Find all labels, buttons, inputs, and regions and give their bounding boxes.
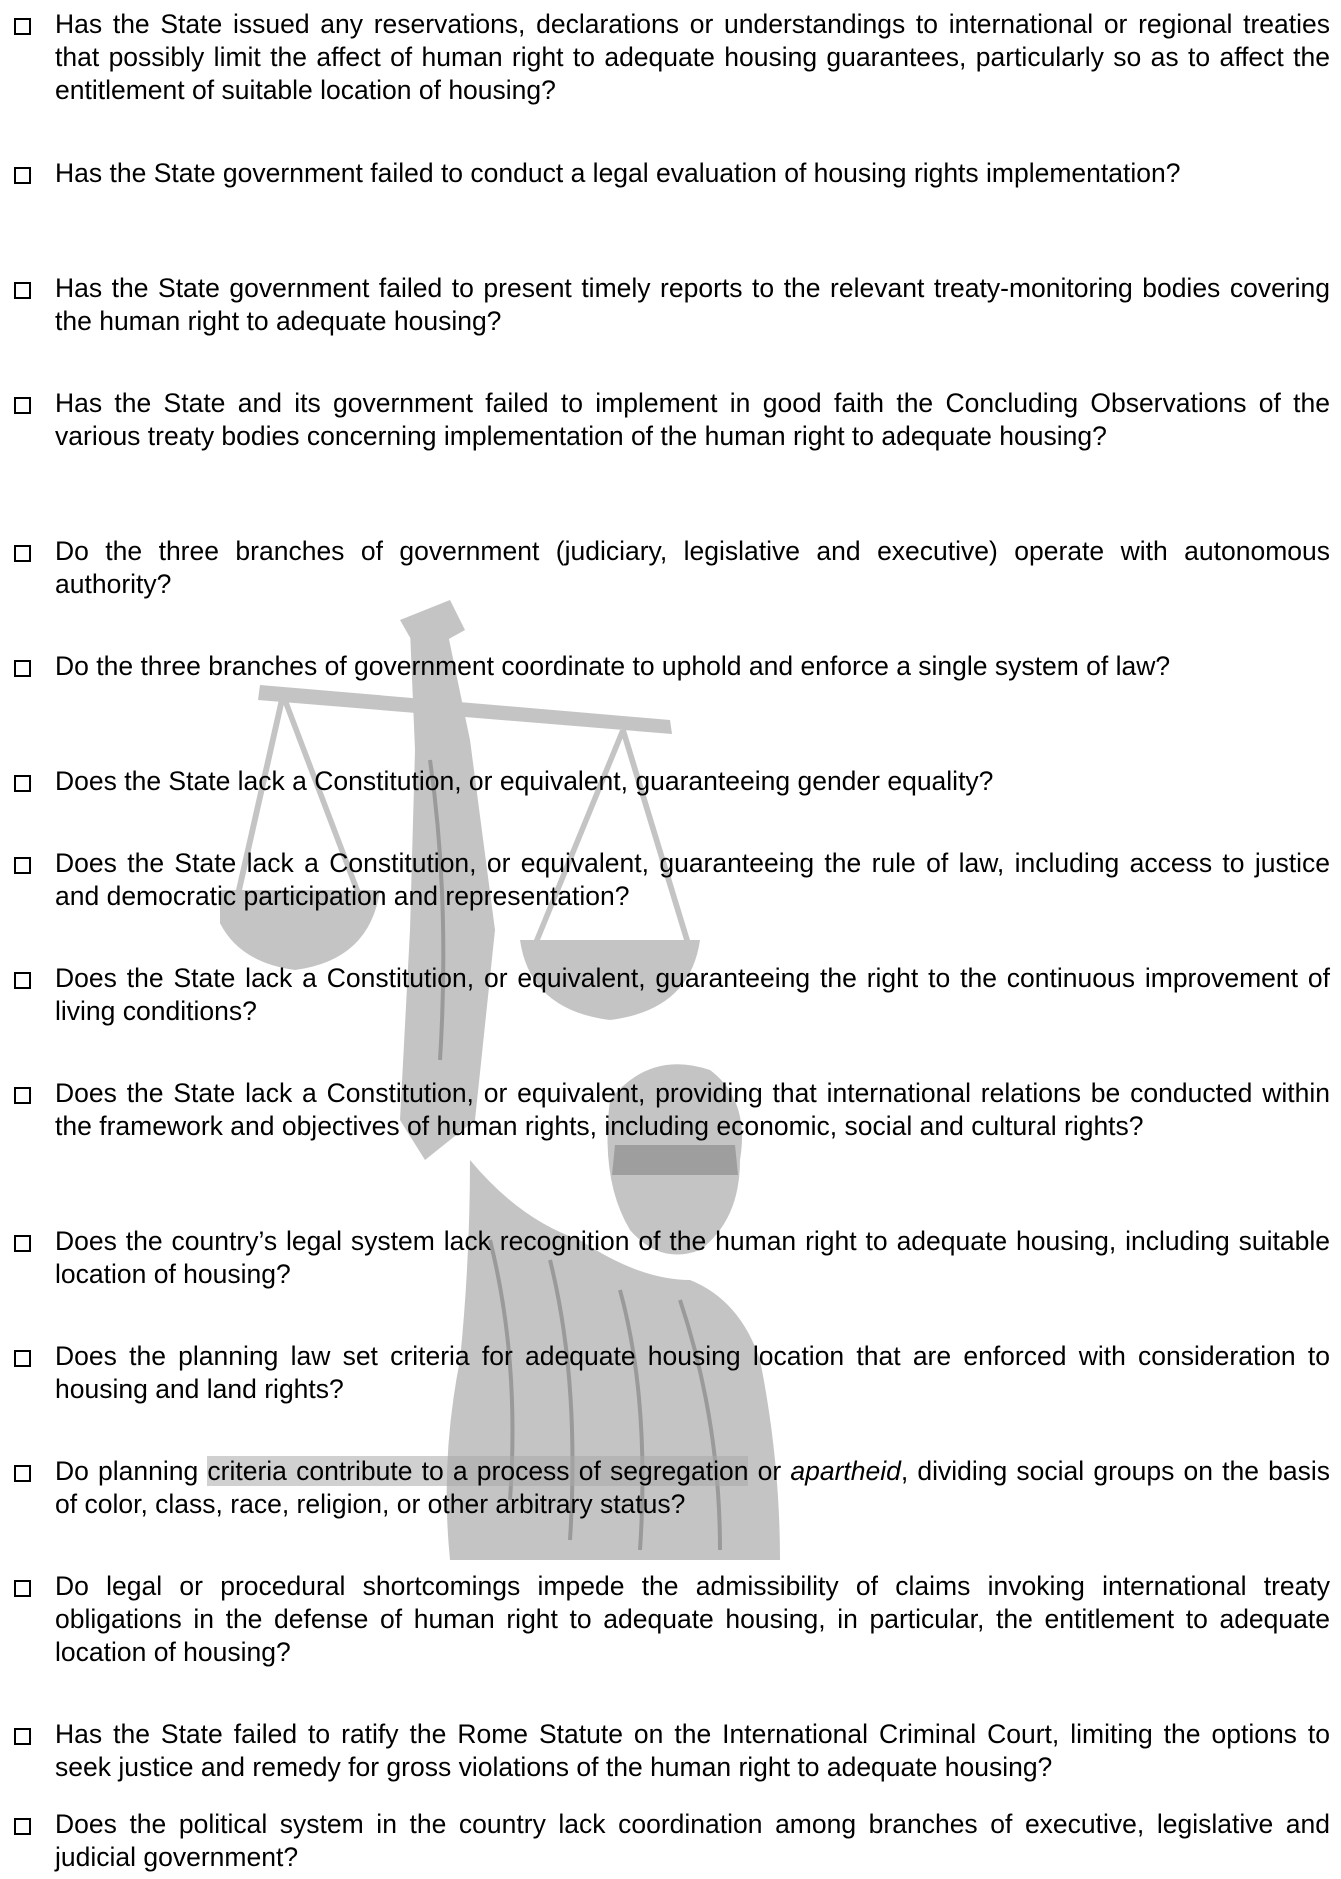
item-text: Do the three branches of government (judiciary, legislative and executive) operate with autonomous authority?	[55, 536, 1330, 599]
item-text	[55, 1455, 1330, 1521]
item-text-part: or	[748, 1456, 791, 1486]
list-item	[14, 535, 1330, 601]
item-text: Has the State issued any reservations, declarations or understandings to international or regional treaties that possibly limit the affect of human right to adequate housing guarantees, particularly so as to affect the entitlement of suitable location of housing?	[55, 9, 1330, 105]
list-item	[14, 8, 1330, 107]
item-text: Do legal or procedural shortcomings impede the admissibility of claims invoking international treaty obligations in the defense of human right to adequate housing, in particular, the entitlement to adequate location of housing?	[55, 1571, 1330, 1667]
list-item	[14, 1455, 1330, 1521]
checkbox[interactable]	[14, 660, 31, 677]
checkbox[interactable]	[14, 1818, 31, 1835]
item-text: Does the State lack a Constitution, or equivalent, guaranteeing gender equality?	[55, 766, 994, 796]
list-item	[14, 1077, 1330, 1143]
item-text: Does the country’s legal system lack recognition of the human right to adequate housing, including suitable location of housing?	[55, 1226, 1330, 1289]
item-text: Has the State and its government failed to implement in good faith the Concluding Observations of the various treaty bodies concerning implementation of the human right to adequate housing?	[55, 388, 1330, 451]
checkbox[interactable]	[14, 545, 31, 562]
item-text: Does the planning law set criteria for adequate housing location that are enforced with consideration to housing and land rights?	[55, 1341, 1330, 1404]
highlighted-text: criteria contribute to a process of segregation	[207, 1456, 749, 1486]
item-text: Does the State lack a Constitution, or equivalent, guaranteeing the right to the continuous improvement of living conditions?	[55, 963, 1330, 1026]
list-item	[14, 765, 1330, 798]
checkbox[interactable]	[14, 972, 31, 989]
list-item	[14, 157, 1330, 190]
emphasized-text: apartheid	[790, 1456, 901, 1486]
item-text: Has the State government failed to present timely reports to the relevant treaty-monitoring bodies covering the human right to adequate housing?	[55, 273, 1330, 336]
list-item	[14, 1225, 1330, 1291]
list-item	[14, 650, 1330, 683]
item-text-part: Do planning	[55, 1456, 208, 1486]
list-item	[14, 847, 1330, 913]
checkbox[interactable]	[14, 1350, 31, 1367]
item-text: Does the political system in the country lack coordination among branches of executive, legislative and judicial government?	[55, 1809, 1330, 1872]
checkbox[interactable]	[14, 282, 31, 299]
checkbox[interactable]	[14, 1580, 31, 1597]
list-item	[14, 1340, 1330, 1406]
checkbox[interactable]	[14, 18, 31, 35]
list-item	[14, 962, 1330, 1028]
list-item	[14, 1808, 1330, 1874]
checkbox[interactable]	[14, 167, 31, 184]
item-text: Does the State lack a Constitution, or equivalent, guaranteeing the rule of law, including access to justice and democratic participation and representation?	[55, 848, 1330, 911]
checkbox[interactable]	[14, 857, 31, 874]
item-text: Has the State government failed to conduct a legal evaluation of housing rights implementation?	[55, 158, 1181, 188]
checkbox[interactable]	[14, 397, 31, 414]
item-text-part: , dividing social groups on the basis of color, class, race, religion, or other arbitrary status?	[55, 1456, 1331, 1519]
item-text: Does the State lack a Constitution, or equivalent, providing that international relations be conducted within the framework and objectives of human rights, including economic, social and cultural rights?	[55, 1078, 1330, 1141]
list-item	[14, 1718, 1330, 1784]
checkbox[interactable]	[14, 1728, 31, 1745]
list-item	[14, 387, 1330, 453]
checkbox[interactable]	[14, 1087, 31, 1104]
item-text: Has the State failed to ratify the Rome Statute on the International Criminal Court, limiting the options to seek justice and remedy for gross violations of the human right to adequate housing?	[55, 1719, 1330, 1782]
item-text: Do the three branches of government coordinate to uphold and enforce a single system of law?	[55, 651, 1171, 681]
checkbox[interactable]	[14, 1235, 31, 1252]
checkbox[interactable]	[14, 775, 31, 792]
list-item	[14, 272, 1330, 338]
checkbox[interactable]	[14, 1465, 31, 1482]
list-item	[14, 1570, 1330, 1669]
